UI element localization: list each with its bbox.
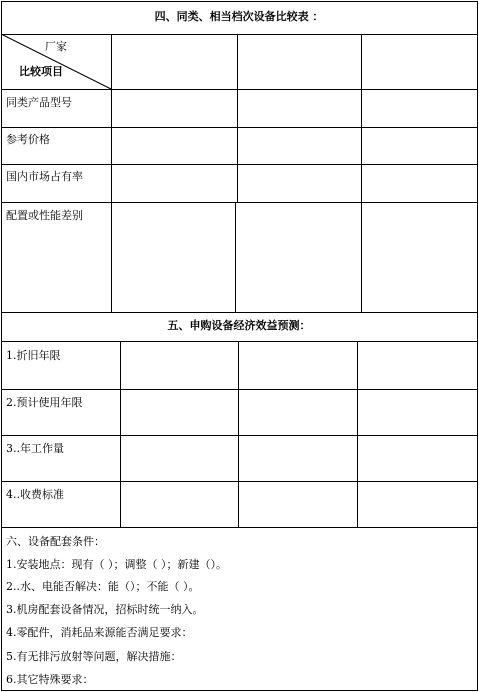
row-label: 配置或性能差别 bbox=[6, 209, 83, 222]
row-label: 4..收费标准 bbox=[6, 488, 64, 501]
divider bbox=[1, 481, 477, 482]
condition-line: 1.安装地点：现有（ ）；调整（ ）；新建（）。 bbox=[6, 558, 227, 571]
column-line bbox=[120, 341, 121, 527]
column-line bbox=[238, 341, 239, 527]
condition-line: 5.有无排污放射等问题，解决措施： bbox=[6, 650, 182, 663]
divider bbox=[1, 435, 477, 436]
row-label: 同类产品型号 bbox=[6, 96, 72, 109]
row-label: 参考价格 bbox=[6, 133, 50, 146]
header-manufacturer-label: 厂家 bbox=[45, 40, 67, 53]
row-label: 2.预计使用年限 bbox=[6, 396, 83, 409]
section-title: 六、设备配套条件： bbox=[6, 535, 105, 548]
row-label: 3..年工作量 bbox=[6, 442, 64, 455]
section-title: 四、同类、相当档次设备比较表 ： bbox=[154, 10, 324, 23]
column-line bbox=[357, 341, 358, 527]
row-label: 1.折旧年限 bbox=[6, 349, 61, 362]
divider bbox=[1, 389, 477, 390]
condition-line: 6.其它特殊要求： bbox=[6, 673, 94, 686]
condition-line: 4.零配件，消耗品来源能否满足要求： bbox=[6, 626, 193, 639]
header-compare-item-label: 比较项目 bbox=[19, 65, 63, 78]
row-label: 国内市场占有率 bbox=[6, 170, 83, 183]
divider bbox=[1, 527, 477, 528]
condition-line: 3.机房配套设备情况，招标时统一纳入。 bbox=[6, 603, 204, 616]
divider bbox=[1, 341, 477, 342]
condition-line: 2..水、电能否解决：能（）；不能（ ）。 bbox=[6, 580, 200, 593]
section-title: 五、申购设备经济效益预测： bbox=[167, 319, 311, 332]
